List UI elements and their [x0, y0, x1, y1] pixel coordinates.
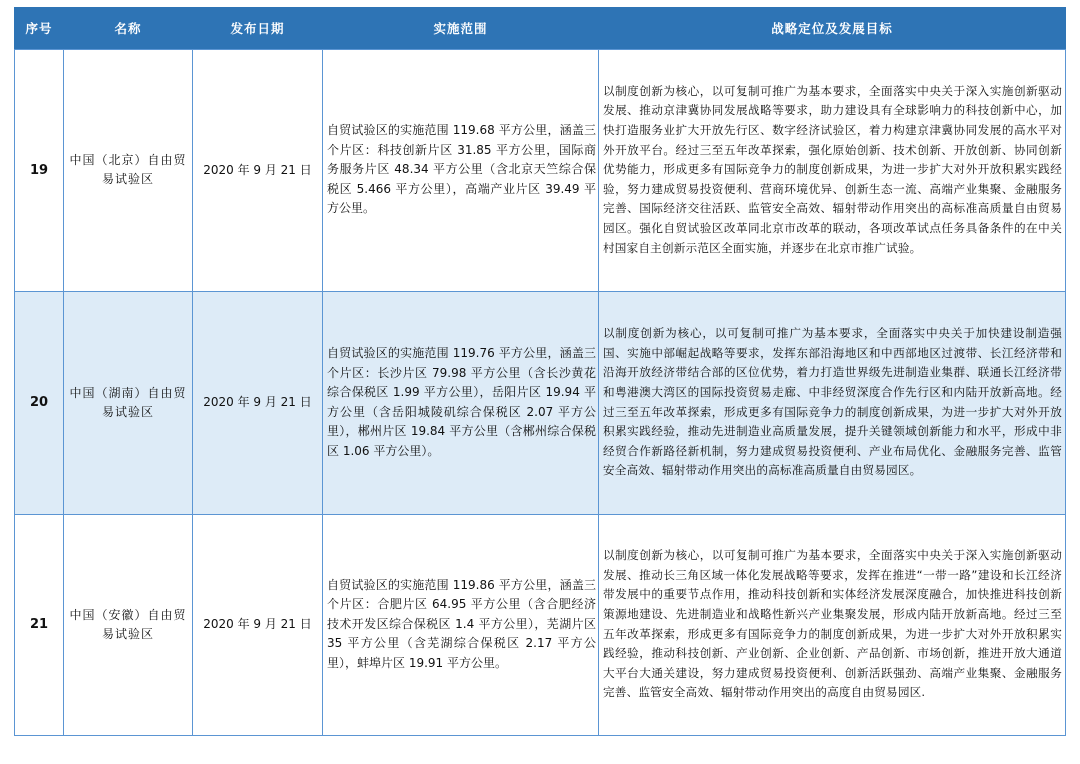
table-body	[15, 49, 1066, 735]
row-scope: 自贸试验区的实施范围 119.86 平方公里，涵盖三个片区：合肥片区 64.95 平方公里（含合肥经济技术开发区综合保税区 1.4 平方公里），芜湖片区 35 平方公里（含芜湖综合保税区 2.17 平方公里），蚌埠片区 19.91 平方公里。	[323, 514, 599, 735]
row-date: 2020 年 9 月 21 日	[193, 291, 323, 514]
row-scope: 自贸试验区的实施范围 119.76 平方公里，涵盖三个片区：长沙片区 79.98 平方公里（含长沙黄花综合保税区 1.99 平方公里），岳阳片区 19.94 平方公里（含岳阳城陵矶综合保税区 2.07 平方公里），郴州片区 19.84 平方公里（含郴州综合保税区 1.06 平方公里）。	[323, 291, 599, 514]
table-row	[15, 514, 1066, 735]
table-row	[15, 291, 1066, 514]
header-date: 发布日期	[193, 7, 323, 49]
row-date: 2020 年 9 月 21 日	[193, 49, 323, 291]
header-index: 序号	[15, 7, 64, 49]
row-goal: 以制度创新为核心，以可复制可推广为基本要求，全面落实中央关于深入实施创新驱动发展、推动长三角区域一体化发展战略等要求，发挥在推进“一带一路”建设和长江经济带发展中的重要节点作用，推动科技创新和实体经济发展深度融合，加快推进科技创新策源地建设、先进制造业和战略性新兴产业集聚发展，形成内陆开放新高地。经过三至五年改革探索，形成更多有国际竞争力的制度创新成果，为进一步扩大对外开放积累实践经验，推动科技创新、产业创新、企业创新、产品创新、市场创新，推进开放大通道大平台大通关建设，努力建成贸易投资便利、创新活跃强劲、高端产业集聚、金融服务完善、监管安全高效、辐射带动作用突出的高度自由贸易园区.	[599, 514, 1066, 735]
table-row	[15, 49, 1066, 291]
row-goal: 以制度创新为核心，以可复制可推广为基本要求，全面落实中央关于加快建设制造强国、实施中部崛起战略等要求，发挥东部沿海地区和中西部地区过渡带、长江经济带和沿海开放经济带结合部的区位优势，着力打造世界级先进制造业集群、联通长江经济带和粤港澳大湾区的国际投资贸易走廊、中非经贸深度合作先行区和内陆开放新高地。经过三至五年改革探索，形成更多有国际竞争力的制度创新成果，为进一步扩大对外开放积累实践经验，推动先进制造业高质量发展，提升关键领域创新能力和水平，形成中非经贸合作新路径新机制，努力建成贸易投资便利、产业布局优化、金融服务完善、监管安全高效、辐射带动作用突出的高标准高质量自由贸易园区。	[599, 291, 1066, 514]
row-index: 20	[15, 291, 64, 514]
header-scope: 实施范围	[323, 7, 599, 49]
row-name: 中国（湖南）自由贸易试验区	[64, 291, 193, 514]
row-date: 2020 年 9 月 21 日	[193, 514, 323, 735]
row-goal: 以制度创新为核心，以可复制可推广为基本要求，全面落实中央关于深入实施创新驱动发展、推动京津冀协同发展战略等要求，助力建设具有全球影响力的科技创新中心，加快打造服务业扩大开放先行区、数字经济试验区，着力构建京津冀协同发展的高水平对外开放平台。经过三至五年改革探索，强化原始创新、技术创新、开放创新、协同创新优势能力，形成更多有国际竞争力的制度创新成果，为进一步扩大对外开放积累实践经验，努力建成贸易投资便利、营商环境优异、创新生态一流、高端产业集聚、金融服务完善、国际经济交往活跃、监管安全高效、辐射带动作用突出的高标准高质量自由贸易园区。强化自贸试验区改革同北京市改革的联动，各项改革试点任务具备条件的在中关村国家自主创新示范区全面实施，并逐步在北京市推广试验。	[599, 49, 1066, 291]
header-row	[15, 7, 1066, 49]
header-goal: 战略定位及发展目标	[599, 7, 1066, 49]
header-name: 名称	[64, 7, 193, 49]
row-name: 中国（北京）自由贸易试验区	[64, 49, 193, 291]
row-index: 19	[15, 49, 64, 291]
row-scope: 自贸试验区的实施范围 119.68 平方公里，涵盖三个片区：科技创新片区 31.85 平方公里，国际商务服务片区 48.34 平方公里（含北京天竺综合保税区 5.466 平方公里），高端产业片区 39.49 平方公里。	[323, 49, 599, 291]
row-name: 中国（安徽）自由贸易试验区	[64, 514, 193, 735]
row-index: 21	[15, 514, 64, 735]
free-trade-zone-table	[14, 7, 1066, 736]
table-header	[15, 7, 1066, 49]
